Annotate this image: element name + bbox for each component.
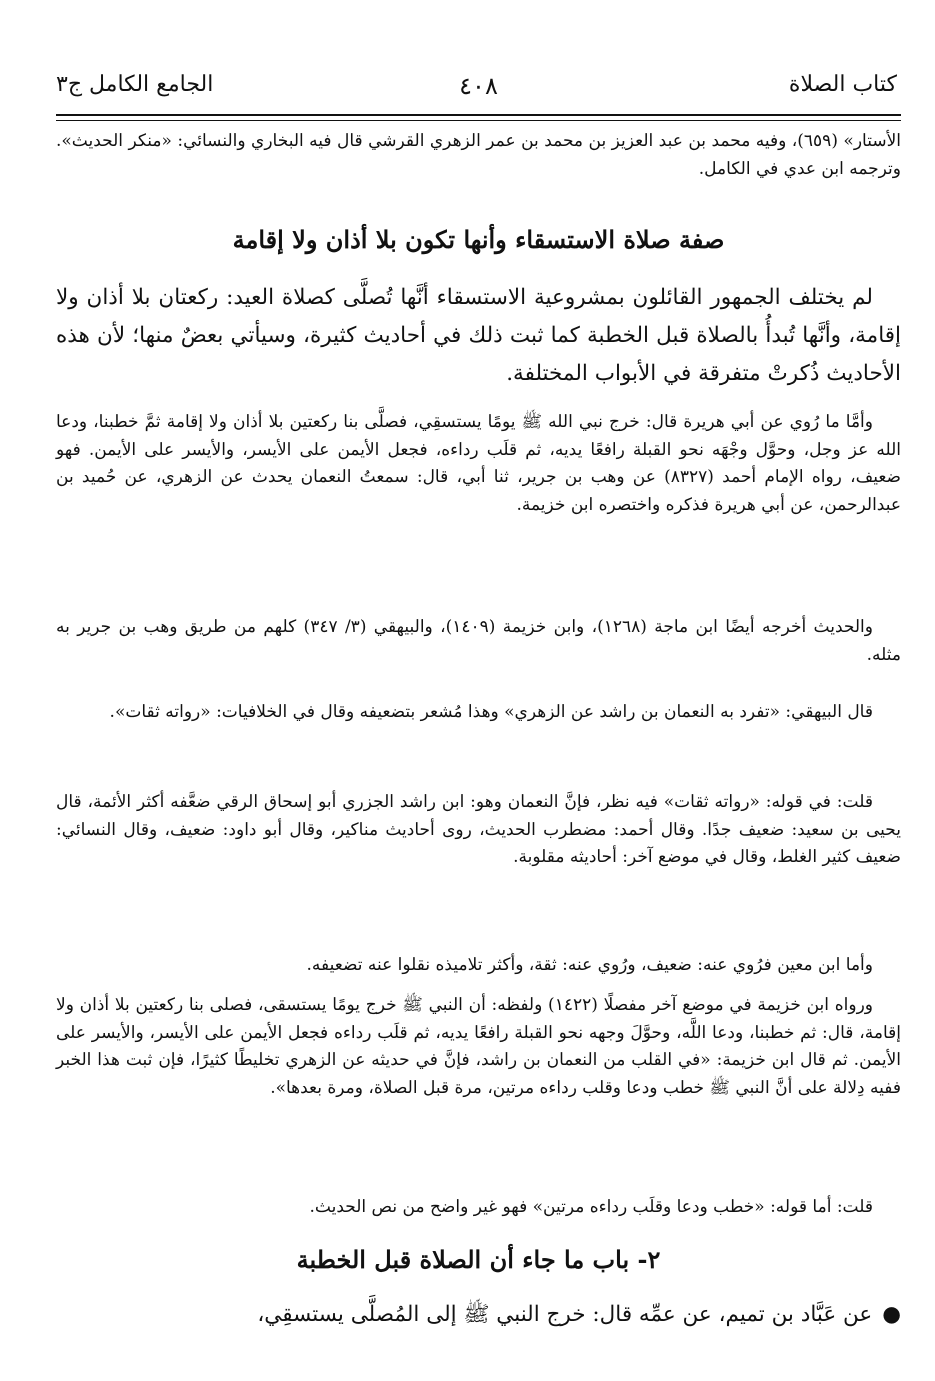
body-paragraph: قال البيهقي: «تفرد به النعمان بن راشد عن الزهري» وهذا مُشعر بتضعيفه وقال في الخلافيات: «رواته ثقات». [109, 702, 873, 722]
header-rule-thin [56, 120, 901, 121]
body-paragraph: وأما ابن معين فرُوي عنه: ضعيف، ورُوي عنه: ثقة، وأكثر تلاميذه نقلوا عنه تضعيفه. [306, 955, 873, 975]
body-paragraph: لم يختلف الجمهور القائلون بمشروعية الاستسقاء أنَّها تُصلَّى كصلاة العيد: ركعتان بلا أذان ولا إقامة، وأنَّها تُبدأُ بالصلاة قبل الخطبة كما ثبت ذلك في أحاديث كثيرة، وسيأتي بعضٌ منها؛ لأن هذه الأحاديث ذُكرتْ متفرقة في الأبواب المختلفة. [56, 285, 901, 386]
chapter-heading: ٢- باب ما جاء أن الصلاة قبل الخطبة [296, 1245, 661, 1274]
book-volume-title: الجامع الكامل ج٣ [56, 72, 214, 97]
body-paragraph: قلت: في قوله: «رواته ثقات» فيه نظر، فإنَّ النعمان وهو: ابن راشد الجزري أبو إسحاق الرقي ضعَّفه أكثر الأئمة، قال يحيى بن سعيد: ضعيف جدًا. وقال أحمد: مضطرب الحديث، روى أحاديث مناكير، وقال أبو داود: ضعيف، وقال النسائي: ضعيف كثير الغلط، وقال في موضع آخر: أحاديثه مقلوبة. [56, 792, 901, 867]
body-paragraph: وأمَّا ما رُوي عن أبي هريرة قال: خرج نبي الله ﷺ يومًا يستسقِي، فصلَّى بنا ركعتين بلا أذان ولا إقامة ثمَّ خطبنا، ودعا الله عز وجل، وحوَّل وجْهَه نحو القبلة رافعًا يديه، ثم قلَب رداءه، فجعل الأيمن على الأيسر، والأيسر على الأيمن. فهو ضعيف، رواه الإمام أحمد (٨٣٢٧) عن وهب بن جرير، ثنا أبي، قال: سمعتُ النعمان يحدث عن الزهري، عن حُميد بن عبدالرحمن، عن أبي هريرة فذكره واختصره ابن خزيمة. [56, 412, 901, 515]
footnote-continuation: الأستار» (٦٥٩)، وفيه محمد بن عبد العزيز بن محمد بن عمر الزهري القرشي قال فيه البخاري والنسائي: «منكر الحديث». وترجمه ابن عدي في الكامل. [56, 131, 902, 179]
book-section-title: كتاب الصلاة [788, 72, 897, 97]
section-heading: صفة صلاة الاستسقاء وأنها تكون بلا أذان ولا إقامة [232, 225, 725, 254]
hadith-paragraph [56, 1296, 901, 1334]
body-paragraph: ورواه ابن خزيمة في موضع آخر مفصلًا (١٤٢٢) ولفظه: أن النبي ﷺ خرج يومًا يستسقى، فصلى بنا ركعتين بلا أذان ولا إقامة، قال: ثم خطبنا، ودعا اللَّه، وحوَّلَ وجهه نحو القبلة رافعًا يديه، ثم قلَب رداءه فجعل الأيمن على الأيسر، والأيسر على الأيمن. ثم قال ابن خزيمة: «في القلب من النعمان بن راشد، فإنَّ في حديثه عن الزهري تخليطًا كثيرًا، فإن ثبت هذا الخبر ففيه دِلالة على أنَّ النبي ﷺ خطب ودعا وقلب رداءه مرتين، مرة قبل الصلاة، ومرة بعدها». [56, 995, 901, 1098]
page-header [56, 72, 901, 112]
body-paragraph: قلت: أما قوله: «خطب ودعا وقلَب رداءه مرتين» فهو غير واضح من نص الحديث. [309, 1197, 873, 1217]
book-page [56, 0, 901, 1381]
page-number: ٤٠٨ [459, 72, 498, 100]
body-paragraph: والحديث أخرجه أيضًا ابن ماجة (١٢٦٨)، وابن خزيمة (١٤٠٩)، والبيهقي (٣/ ٣٤٧) كلهم من طريق وهب بن جرير به مثله. [56, 617, 901, 665]
hadith-text: عن عَبَّاد بن تميم، عن عمِّه قال: خرج النبي ﷺ إلى المُصلَّى يستسقِي، [257, 1302, 873, 1327]
header-rule-thick [56, 114, 901, 116]
bullet-icon: ● [882, 1302, 901, 1327]
